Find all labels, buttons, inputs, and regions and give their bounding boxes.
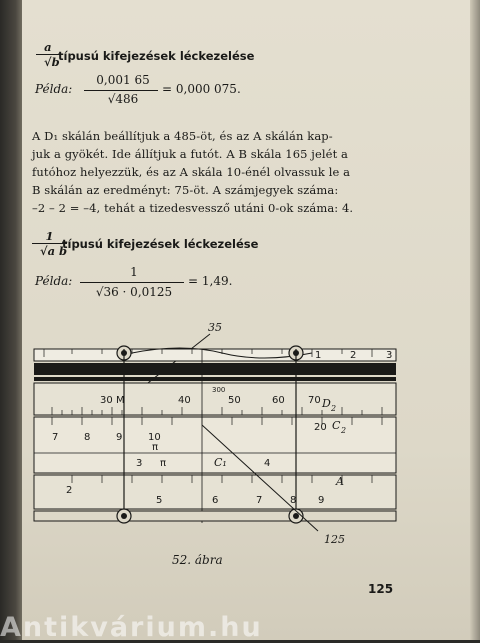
example-numerator: 0,001 65 xyxy=(96,73,150,87)
scale-d2-sub: 2 xyxy=(331,404,337,413)
top-tick-3: 3 xyxy=(386,350,393,361)
scale-d-7: 7 xyxy=(256,495,263,506)
bottom-band xyxy=(34,511,396,521)
scale-d-6: 6 xyxy=(212,495,219,506)
section-heading: típusú kifejezések léckezelése xyxy=(58,49,255,63)
scale-pi: π xyxy=(152,442,159,453)
scale-d2-label: D xyxy=(322,397,331,410)
fraction-bar xyxy=(84,90,158,91)
scale-a-300: 300 xyxy=(212,386,226,394)
slide-rule-figure xyxy=(32,321,412,546)
scale-a-60: 60 xyxy=(272,395,285,406)
paragraph-line: futóhoz helyezzük, és az A skála 10-énél olvassuk le a xyxy=(32,165,351,179)
example-denominator: √36 · 0,0125 xyxy=(95,285,173,299)
page-edge-shadow xyxy=(470,0,480,640)
dark-band xyxy=(34,363,396,375)
paragraph-line: B skálán az eredményt: 75-öt. A számjegyek száma: xyxy=(32,183,339,197)
scale-c-9: 9 xyxy=(116,432,123,443)
screw-bottom-left-center xyxy=(121,513,127,519)
scale-b-3: 3 xyxy=(136,458,143,469)
figure-caption: 52. ábra xyxy=(172,553,223,567)
watermark-text: Antikvárium.hu xyxy=(0,612,263,643)
scale-c-7: 7 xyxy=(52,432,59,443)
scale-d-8: 8 xyxy=(290,495,297,506)
section-heading: típusú kifejezések léckezelése xyxy=(62,237,259,251)
heading-fraction: $\frac{a}{√b}$ xyxy=(36,40,60,69)
example-denominator: √486 xyxy=(107,92,139,106)
scale-d-9: 9 xyxy=(318,495,325,506)
fraction-bar xyxy=(80,282,184,283)
scale-c1-label: C₁ xyxy=(214,456,227,469)
scale-c2-sub: 2 xyxy=(341,426,347,435)
heading-fraction: $\frac{1}{\text{√a b}}$ xyxy=(32,229,67,258)
scale-d-2: 2 xyxy=(66,485,73,496)
example-label: Példa: xyxy=(35,82,73,96)
example-numerator: 1 xyxy=(130,265,138,279)
example-label: Példa: xyxy=(35,274,73,288)
scale-c2-label: C xyxy=(332,419,341,432)
scale-c-20: 20 xyxy=(314,422,327,433)
dark-band-thin xyxy=(34,377,396,381)
book-page xyxy=(22,0,474,640)
example-result: = 1,49. xyxy=(188,274,233,288)
paragraph-line: juk a gyökét. Ide állítjuk a futót. A B skála 165 jelét a xyxy=(32,147,348,161)
paragraph-line: –2 – 2 = –4, tehát a tizedesvessző utáni 0-ok száma: 4. xyxy=(32,201,354,215)
callout-125-label: 125 xyxy=(324,533,345,546)
top-tick-1: 1 xyxy=(315,350,322,361)
page-number: 125 xyxy=(368,582,394,596)
scale-a-30: 30 xyxy=(100,395,113,406)
body-paragraph xyxy=(32,127,432,217)
paragraph-line: A D₁ skálán beállítjuk a 485-öt, és az A skálán kap- xyxy=(32,129,333,143)
scale-a-m: M xyxy=(116,395,125,406)
example-result: = 0,000 075. xyxy=(162,82,241,96)
radical-denominator: √a b xyxy=(40,244,68,258)
callout-35-label: 35 xyxy=(208,321,222,334)
scale-c-8: 8 xyxy=(84,432,91,443)
top-tick-2: 2 xyxy=(350,350,357,361)
scale-b-4: 4 xyxy=(264,458,271,469)
scale-d-5: 5 xyxy=(156,495,163,506)
scale-a-50: 50 xyxy=(228,395,241,406)
scale-a-70: 70 xyxy=(308,395,321,406)
scale-a-label: A xyxy=(336,475,344,488)
scale-c-10: 10 xyxy=(148,432,161,443)
screw-bottom-right-center xyxy=(293,513,299,519)
scale-a-40: 40 xyxy=(178,395,191,406)
radical-denominator: √b xyxy=(44,55,60,69)
scale-b-pi: π xyxy=(160,458,167,469)
